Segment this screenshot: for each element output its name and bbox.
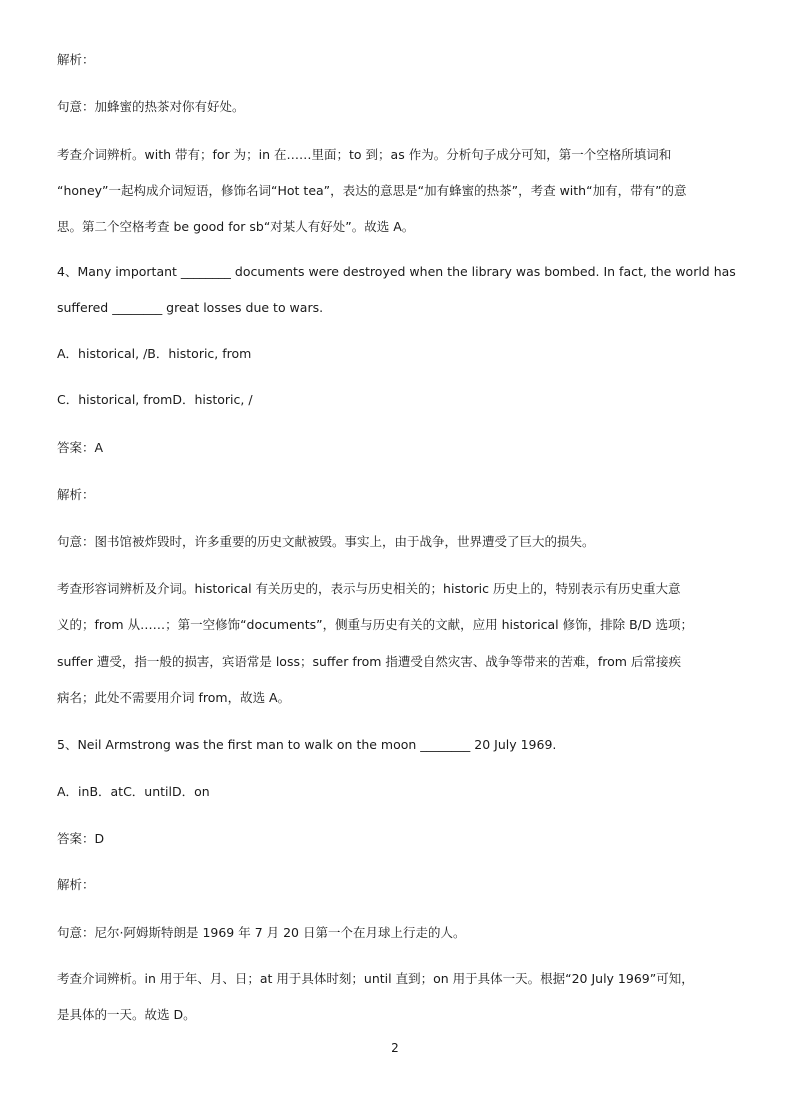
q5-meaning: 句意：尼尔·阿姆斯特朗是 1969 年 7 月 20 日第一个在月球上行走的人。 <box>57 925 466 940</box>
q3-analysis-label: 解析： <box>57 52 95 67</box>
q5-question: 5、Neil Armstrong was the first man to walk on the moon ________ 20 July 1969. <box>57 737 557 752</box>
q5-explanation-line-1: 考查介词辨析。in 用于年、月、日；at 用于具体时刻；until 直到；on 用于具体一天。根据“20 July 1969”可知， <box>57 971 694 986</box>
q4-explanation-line-1: 考查形容词辨析及介词。historical 有关历史的，表示与历史相关的；historic 历史上的，特别表示有历史重大意 <box>57 581 681 596</box>
q5-explanation-line-2: 是具体的一天。故选 D。 <box>57 1007 196 1022</box>
q4-meaning: 句意：图书馆被炸毁时，许多重要的历史文献被毁。事实上，由于战争，世界遭受了巨大的损失。 <box>57 534 595 549</box>
q3-explanation-line-1: 考查介词辨析。with 带有；for 为；in 在……里面；to 到；as 作为。分析句子成分可知，第一个空格所填词和 <box>57 147 672 162</box>
q3-meaning: 句意：加蜂蜜的热茶对你有好处。 <box>57 99 245 114</box>
q5-options: A．inB．atC．untilD．on <box>57 784 210 799</box>
page-number: 2 <box>391 1041 399 1055</box>
q4-answer: 答案：A <box>57 440 104 455</box>
q4-explanation-line-4: 病名；此处不需要用介词 from，故选 A。 <box>57 690 291 705</box>
q4-explanation-line-2: 义的；from 从……；第一空修饰“documents”，侧重与历史有关的文献，应用 historical 修饰，排除 B/D 选项； <box>57 617 693 632</box>
q4-options-line-2: C．historical, fromD．historic, / <box>57 392 253 407</box>
q3-explanation-line-3: 思。第二个空格考查 be good for sb“对某人有好处”。故选 A。 <box>57 219 415 234</box>
q4-options-line-1: A．historical, /B．historic, from <box>57 346 252 361</box>
q5-analysis-label: 解析： <box>57 877 95 892</box>
q3-explanation-line-2: “honey”一起构成介词短语，修饰名词“Hot tea”，表达的意思是“加有蜂蜜的热茶”，考查 with“加有，带有”的意 <box>57 183 687 198</box>
q4-question-line-1: 4、Many important ________ documents were destroyed when the library was bombed. In fact, the world has <box>57 264 736 279</box>
q5-answer: 答案：D <box>57 831 105 846</box>
q4-analysis-label: 解析： <box>57 487 95 502</box>
q4-question-line-2: suffered ________ great losses due to wars. <box>57 300 324 315</box>
q4-explanation-line-3: suffer 遭受，指一般的损害，宾语常是 loss；suffer from 指遭受自然灾害、战争等带来的苦难，from 后常接疾 <box>57 654 681 669</box>
